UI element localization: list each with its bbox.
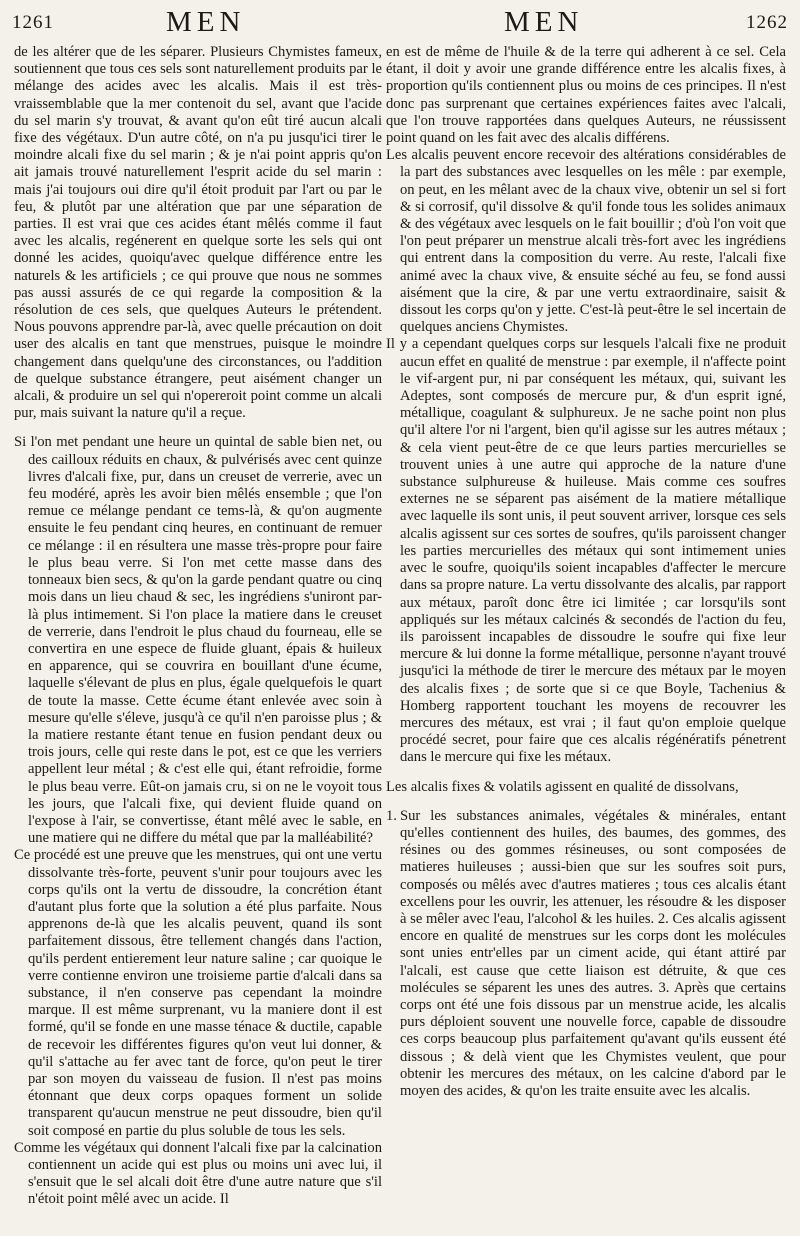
left-page-number: 1261 xyxy=(12,12,54,33)
paragraph: Il y a cependant quelques corps sur lesquels l'alcali fixe ne produit aucun effet en qualité de menstrue : par exemple, il n'affecte point le vif-argent pur, ni par conséquent les métaux, qui, suivant les Adeptes, sont composés de mercure pur, & d'un esprit igné, métallique, coagulant & sulphureux. Je ne sache point non plus qu'il altere l'or ni l'argent, bien qu'il agisse sur les autres métaux ; & cela vient peut-être de ce que leurs parties mercurielles se trouvent unies à une autre qui approche de la nature d'une substance sulphureuse & huileuse. Mais comme ces soufres externes ne se séparent pas aisément de la matiere métallique avec laquelle ils sont unis, il peut souvent arriver, lorsque ces sels alcalis agissent sur ces sortes de soufres, qu'ils paroissent changer les parties mercurielles des métaux qui sont intimement unies avec le soufre, quoiqu'ils soient incapables d'affecter le mercure dans sa propre nature. La vertu dissolvante des alcalis, par rapport aux métaux, paroît donc être ici limitée ; car lorsqu'ils sont appliqués sur les métaux calcinés & secondés de l'action du feu, ils paroissent incapables de dissoudre le soufre qui fixe leur mercure & lui donne la forme métallique, personne n'ayant trouvé jusqu'ici la méthode de tirer le mercure des métaux par le moyen des alcalis fixes ; de sorte que si ce que Boyle, Tachenius & Homberg rapportent touchant les moyens de recouvrer les mercures des métaux, est vrai ; il faut qu'on emploie quelque procédé secret, pour faire que ces alcalis régénératifs pénetrent dans le mercure qui fixe les métaux. xyxy=(386,336,786,766)
paragraph: Les alcalis fixes & volatils agissent en qualité de dissolvans, xyxy=(386,778,739,795)
numbered-paragraph xyxy=(386,808,786,1100)
paragraph: Les alcalis peuvent encore recevoir des altérations considérables de la part des substances avec lesquelles on les mêle : par exemple, on peut, en les mêlant avec de la chaux vive, obtenir un sel si fort & si corrosif, qu'il dissolve & qu'il fonde tous les solides animaux & des végétaux avec lesquels on le fait bouillir ; d'où l'on voit que l'on peut préparer un menstrue alcali très-fort avec les ingrédiens qui entrent dans la composition du verre. Au reste, l'alcali fixe animé avec la chaux vive, & ensuite séché au feu, se fond aussi aisément que la cire, & par une vertu extraordinaire, saisit & dissout les corps qu'on y jette. C'est-là peut-être le sel incertain de quelques anciens Chymistes. xyxy=(386,147,786,336)
paragraph: Si l'on met pendant une heure un quintal de sable bien net, ou des cailloux réduits en chaux, & pulvérisés avec cent quinze livres d'alcali fixe, pur, dans un creuset de verrerie, avec un feu modéré, après les avoir bien mêlés ensemble ; que l'on remue ce mélange pendant ce tems-là, & qu'on augmente ensuite le feu pendant cinq heures, en continuant de remuer ce mélange : il en résultera une masse très-propre pour faire le plus beau verre. Si l'on met cette masse dans des tonneaux bien secs, & qu'on la garde pendant quatre ou cinq mois dans un lieu chaud & sec, les ingrédiens s'uniront par-là plus intimement. Si l'on place la matiere dans le creuset de verrerie, dans l'endroit le plus chaud du fourneau, elle se convertira en une espece de fluide gluant, épais & huileux en apparence, qui se couvrira en bouillant d'une écume, laquelle s'élevant de plus en plus, égale quelquefois le quart de toute la masse. Cette écume étant enlevée avec soin à mesure qu'elle s'éleve, jusqu'à ce qu'il n'en paroisse plus ; & la matiere restante étant tenue en fusion pendant deux ou trois jours, celle qui reste dans le pot, est ce que les verriers appellent leur métal ; & c'est elle qui, étant refroidie, forme le plus beau verre. Eût-on jamais cru, si on ne le voyoit tous les jours, que l'alcali fixe, qui devient fluide quand on l'expose à l'air, se convertisse, étant mêlé avec le sable, en une matiere qui ne differe du métal que par la malléabilité? xyxy=(14,434,382,847)
paragraph-number: 1. xyxy=(386,807,397,824)
paragraph: en est de même de l'huile & de la terre qui adherent à ce sel. Cela étant, il doit y avoir une grande différence entre les alcalis fixes, à proportion qu'ils contiennent plus ou moins de ces principes. Il n'est donc pas surprenant que certaines expériences faites avec l'alcali, que l'on trouve rapportées dans quelques Auteurs, ne réussissent point quand on les fait avec des alcalis différens. xyxy=(386,44,786,147)
paragraph-text: Sur les substances animales, végétales & minérales, entant qu'elles contiennent des huiles, des baumes, des gommes, des résines ou des gommes résineuses, ou sont composées de matieres huileuses ; aussi-bien que sur les soufres soit purs, composés ou mêlés avec d'autres matieres ; tous ces alcalis étant excellens pour les ouvrir, les attenuer, les résoudre & les disposer à se mêler avec l'eau, l'alcohol & les huiles. 2. Ces alcalis agissent encore en qualité de menstrues sur les corps dont les molécules sont unies entr'elles par un ciment acide, qui étant attiré par l'alcali, est cause que cette liaison est détruite, & que ces molécules se séparent les unes des autres. 3. Après que certains corps ont été une fois dissous par un menstrue acide, les alcalis purs déploient souvent une nouvelle force, capable de dissoudre ces corps beaucoup plus parfaitement qu'avant qu'ils eussent été dissous ; & delà vient que les Chymistes veulent, que pour obtenir les mercures des métaux, on les calcine d'abord par le moyen des acides, & qu'on les traite ensuite avec les alcalis. xyxy=(400,807,786,1099)
right-column xyxy=(386,44,786,1226)
paragraph: Ce procédé est une preuve que les menstrues, qui ont une vertu dissolvante très-forte, peuvent s'unir pour toujours avec les corps qu'ils ont la vertu de dissoudre, la concrétion étant d'autant plus forte que la solution a été plus parfaite. Nous apprenons de-là que les alcalis peuvent, quand ils sont parfaitement dissous, être tellement changés dans l'action, qu'ils perdent entierement leur nature saline ; car quoique le verre contienne environ une troisieme partie d'alcali dans sa substance, il n'en conserve pas cependant la moindre marque. Il est même surprenant, vu la maniere dont il est formé, qu'il se fonde en une masse ténace & ductile, capable de recevoir les différentes figures qu'on veut lui donner, & qu'il s'attache au fer avec tant de force, qu'on peut le tirer par son moyen du vaisseau de fusion. Il n'est pas moins étonnant que deux corps opaques forment un solide transparent qu'aucun menstrue ne peut dissoudre, bien qu'il soit composé en partie du plus soluble de tous les sels. xyxy=(14,847,382,1139)
paragraph: de les altérer que de les séparer. Plusieurs Chymistes fameux, soutiennent que tous ces sels sont naturellement produits par le mélange des acides avec les alcalis. Mais il est très-vraissemblable que la mer contenoit du sel, avant que l'acide du sel marin s'y trouvat, & avant qu'on eût tiré aucun alcali fixe des végétaux. D'un autre côté, on n'a pu jusqu'ici tirer le moindre alcali fixe du sel marin ; & je n'ai point appris qu'on ait jamais trouvé naturellement l'esprit acide du sel marin : mais j'ai toujours oui dire qu'il étoit produit par l'art ou par le feu, & plutôt par une altération que par une séparation de parties. Il est vrai que ces acides étant mêlés comme il faut avec les alcalis, regénerent en quelque sorte les sels qui ont donné les acides, quoiqu'avec quelque différence entre les naturels & les artificiels ; ce qui prouve que nous ne sommes pas aussi assurés de ce qui regarde la composition & la résolution de ces sels, que quelques Auteurs le prétendent. Nous pouvons apprendre par-là, avec quelle précaution on doit user des alcalis en tant que menstrues, puisque le moindre changement dans quelqu'une des circonstances, ou l'addition de quelque substance étrangere, peut aisément changer un alcali, & produire un sel qui n'opereroit point comme un alcali pur, mais suivant la nature qu'il a reçue. xyxy=(14,44,382,422)
left-running-head: MEN xyxy=(166,6,246,38)
right-page-number: 1262 xyxy=(746,12,788,33)
page-header xyxy=(8,8,792,38)
left-column xyxy=(14,44,382,1226)
paragraph: Comme les végétaux qui donnent l'alcali fixe par la calcination contiennent un acide qui est plus ou moins uni avec lui, il s'ensuit que le sel alcali doit être d'une autre nature que s'il n'étoit point mêlé avec un acide. Il xyxy=(14,1139,382,1208)
right-running-head: MEN xyxy=(504,6,584,38)
